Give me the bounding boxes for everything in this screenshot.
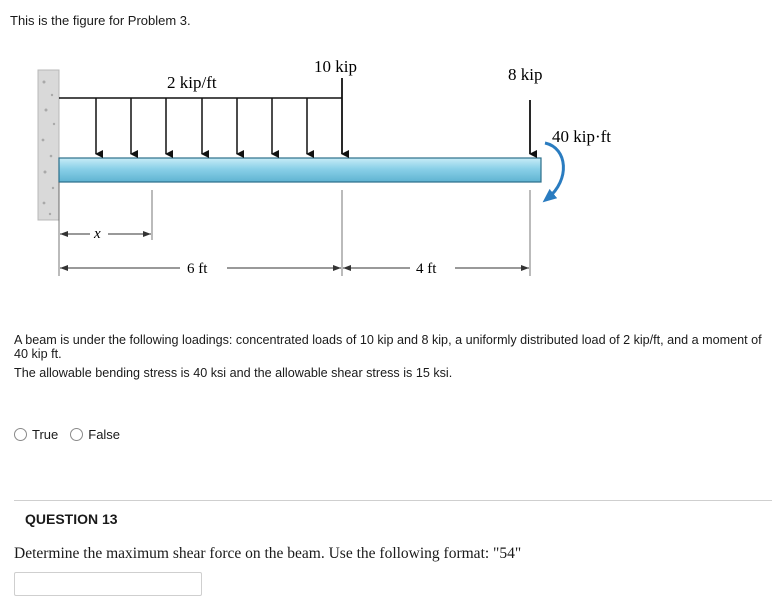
option-false-label: False bbox=[88, 427, 121, 442]
option-true-label: True bbox=[32, 427, 59, 442]
intro-text: This is the figure for Problem 3. bbox=[10, 13, 191, 28]
radio-true[interactable] bbox=[14, 428, 27, 441]
true-false-options bbox=[14, 427, 132, 442]
beam bbox=[59, 158, 541, 182]
question-label: QUESTION 13 bbox=[25, 511, 118, 527]
point-load-2-label: 8 kip bbox=[508, 65, 543, 84]
problem-paragraph-stress: The allowable bending stress is 40 ksi and the allowable shear stress is 15 ksi. bbox=[14, 366, 453, 380]
option-false[interactable] bbox=[70, 427, 120, 442]
dim-6ft-label: 6 ft bbox=[187, 261, 208, 277]
radio-false[interactable] bbox=[70, 428, 83, 441]
moment-arrow bbox=[545, 143, 563, 198]
extension-lines bbox=[59, 182, 530, 276]
question-prompt: Determine the maximum shear force on the beam. Use the following format: "54" bbox=[14, 545, 522, 562]
answer-input[interactable] bbox=[14, 572, 202, 596]
distributed-load-arrows bbox=[96, 98, 307, 154]
dist-load-label: 2 kip/ft bbox=[167, 73, 217, 92]
problem-paragraph-loads: A beam is under the following loadings: concentrated loads of 10 kip and 8 kip, a uniformly distributed load of 2 kip/ft, and a moment of 40 kip ft. bbox=[14, 333, 762, 361]
moment-label: 40 kip·ft bbox=[552, 127, 612, 146]
question-divider bbox=[14, 500, 772, 501]
dim-4ft-label: 4 ft bbox=[416, 261, 437, 277]
x-label: x bbox=[94, 226, 101, 242]
option-true[interactable] bbox=[14, 427, 58, 442]
fixed-support-wall bbox=[38, 70, 59, 220]
point-load-1-label: 10 kip bbox=[314, 57, 357, 76]
